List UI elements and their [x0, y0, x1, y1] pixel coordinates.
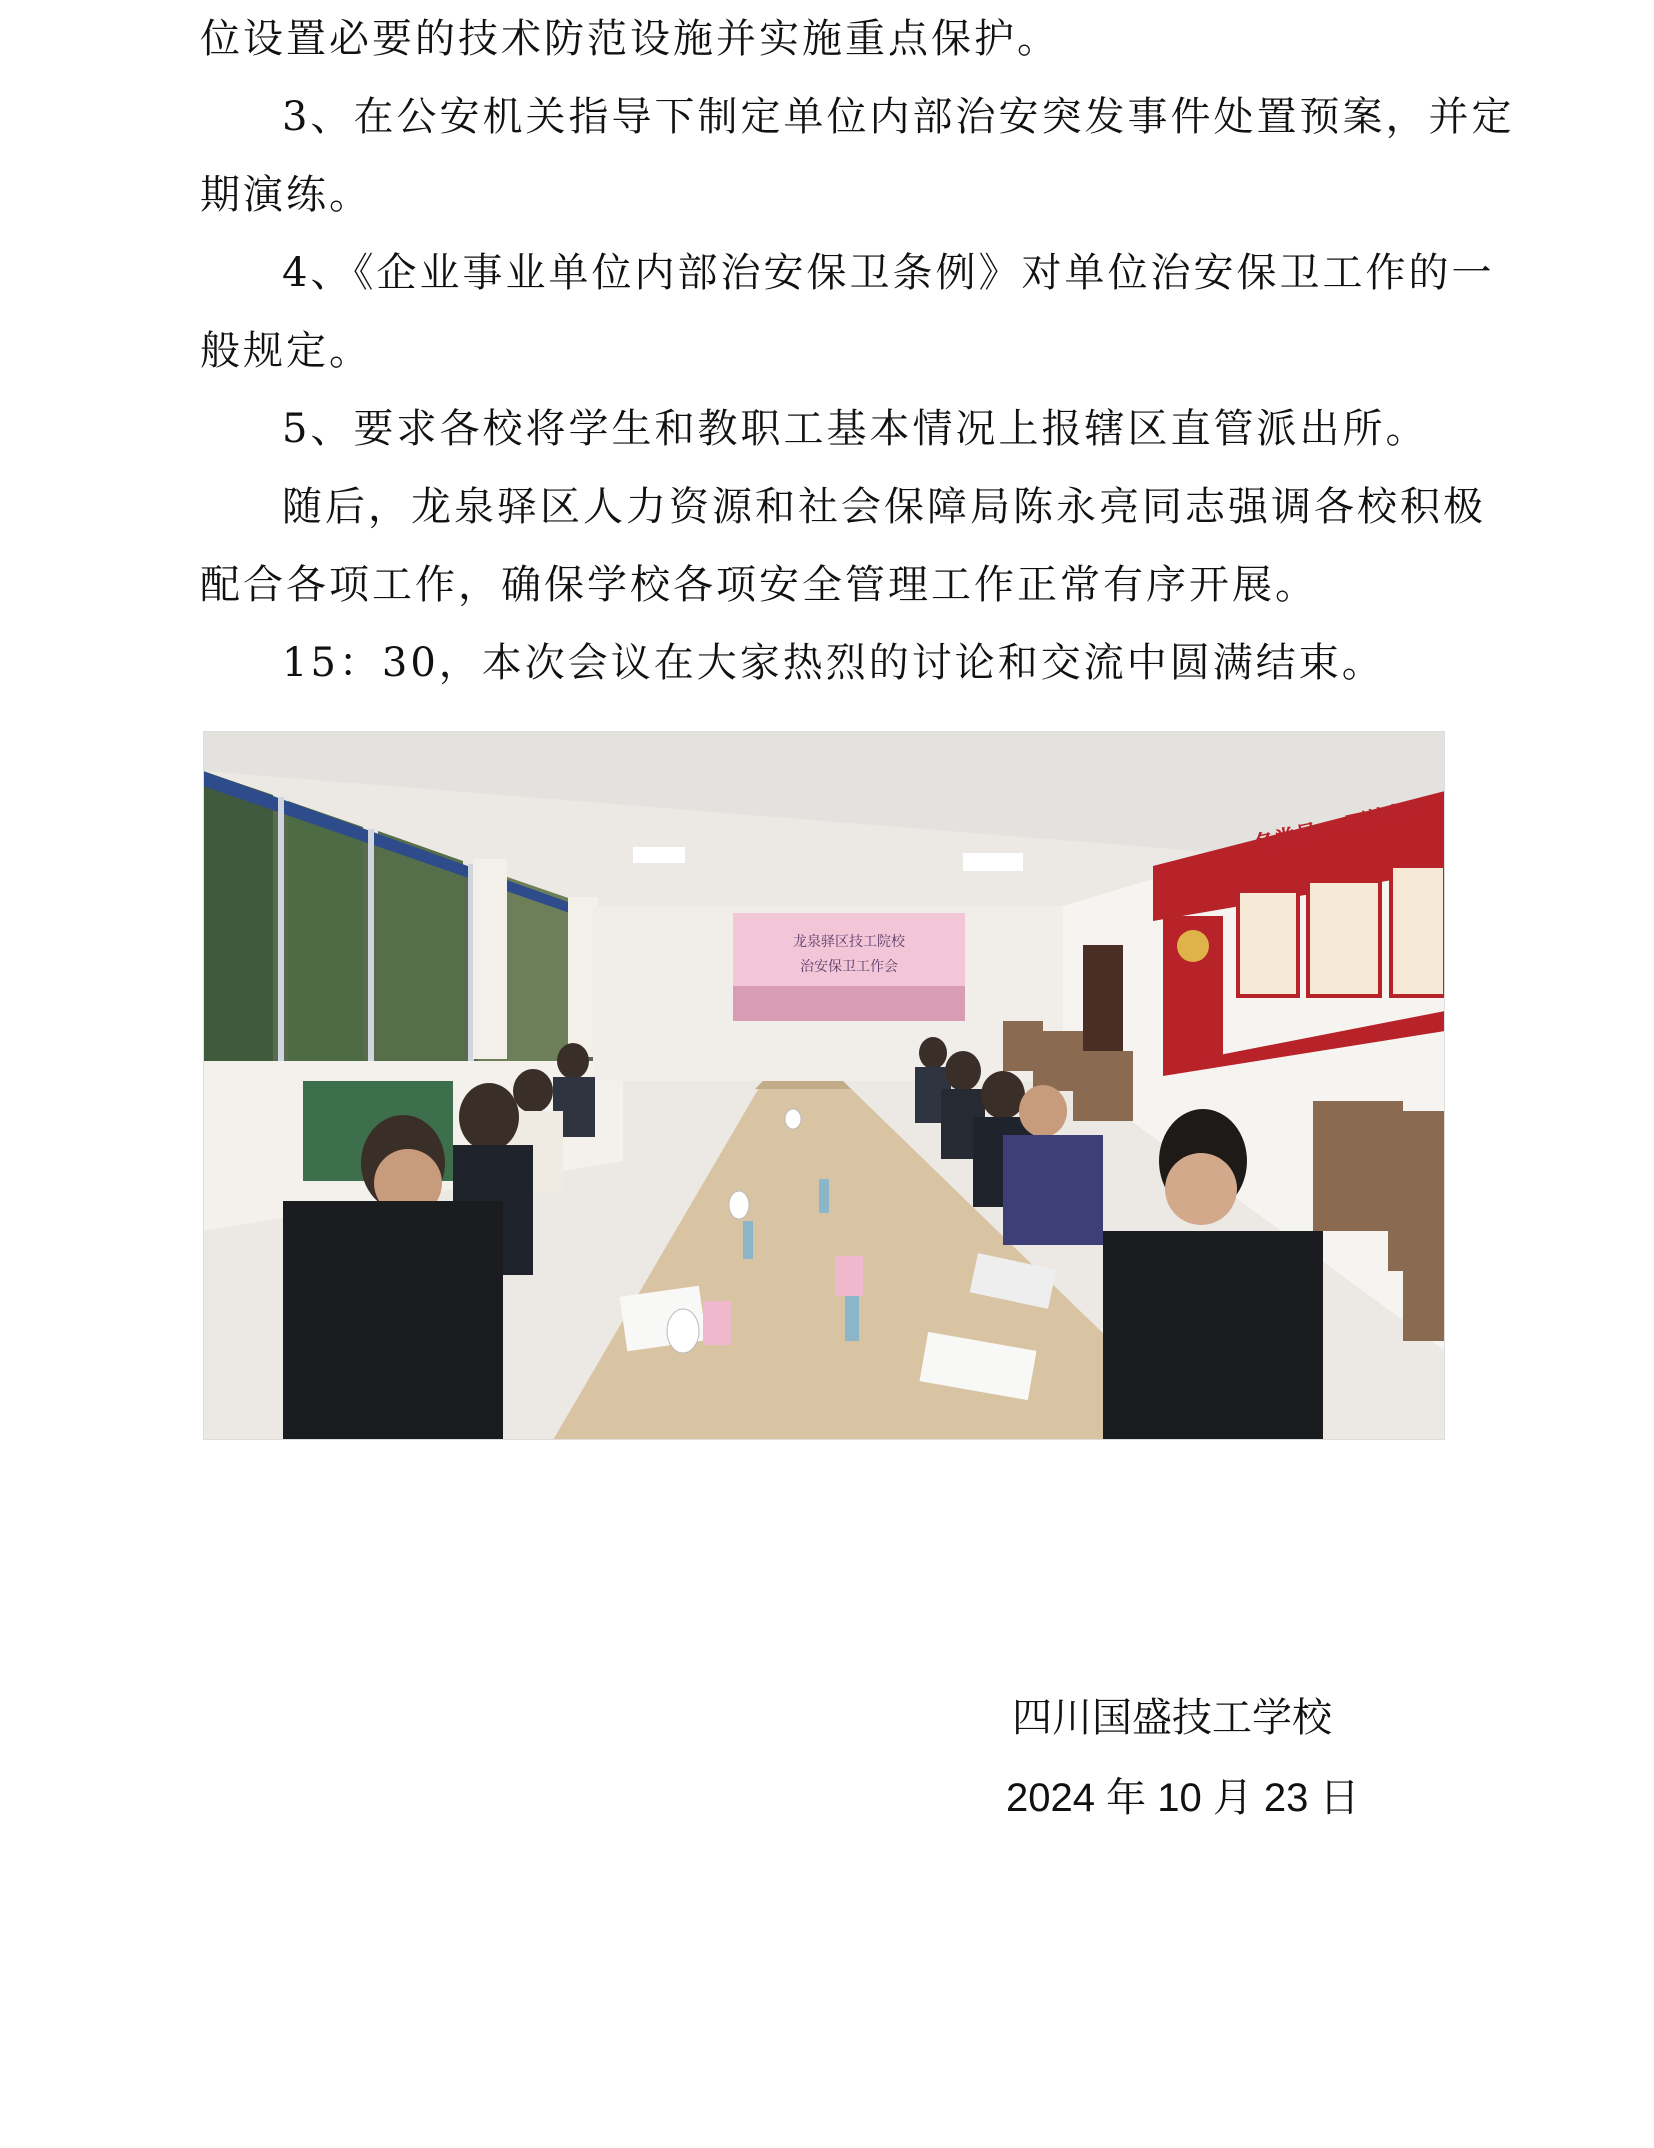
- paragraph-line: 15：30，本次会议在大家热烈的讨论和交流中圆满结束。: [282, 640, 1385, 686]
- paragraph-line: 位设置必要的技术防范设施并实施重点保护。: [200, 16, 1060, 62]
- paragraph-item-3-cont: [200, 156, 1460, 234]
- signature-organization: 四川国盛技工学校: [1012, 1696, 1332, 1740]
- screen-subtitle: 治安保卫工作会: [800, 959, 898, 975]
- paragraph-line: 随后，龙泉驿区人力资源和社会保障局陈永亮同志强调各校积极: [282, 484, 1486, 530]
- wall-poster: [1391, 866, 1445, 996]
- ceiling-light: [963, 853, 1023, 871]
- paragraph-continuation: [200, 0, 1460, 78]
- wall-poster: [1238, 891, 1298, 996]
- paragraph-item-3: [200, 78, 1542, 156]
- wall-poster: [1308, 881, 1380, 996]
- attendee-left-foreground: [283, 1201, 503, 1440]
- signature-date: 2024 年 10 月 23 日: [1006, 1776, 1360, 1820]
- attendee-right-foreground: [1103, 1231, 1323, 1440]
- paragraph-followup-cont: [200, 546, 1460, 624]
- paragraph-line: 4、《企业事业单位内部治安保卫条例》对单位治安保卫工作的一: [282, 250, 1495, 296]
- ceiling-light: [633, 847, 685, 863]
- paragraph-followup: [200, 468, 1542, 546]
- party-emblem-icon: [1177, 930, 1209, 962]
- paragraph-line: 期演练。: [200, 172, 372, 218]
- paragraph-line: 配合各项工作，确保学校各项安全管理工作正常有序开展。: [200, 562, 1318, 608]
- paragraph-closing: [200, 624, 1542, 702]
- meeting-photo: [203, 731, 1445, 1440]
- paragraph-line: 5、要求各校将学生和教职工基本情况上报辖区直管派出所。: [282, 406, 1429, 452]
- paragraph-item-4: [200, 234, 1542, 312]
- paragraph-line: 般规定。: [200, 328, 372, 374]
- paragraph-item-4-cont: [200, 312, 1460, 390]
- wall-slogan: 一名党员 一面旗帜: [1229, 800, 1414, 863]
- paragraph-line: 3、在公安机关指导下制定单位内部治安突发事件处置预案，并定: [282, 94, 1515, 140]
- screen-title: 龙泉驿区技工院校: [793, 934, 905, 950]
- paragraph-item-5: [200, 390, 1542, 468]
